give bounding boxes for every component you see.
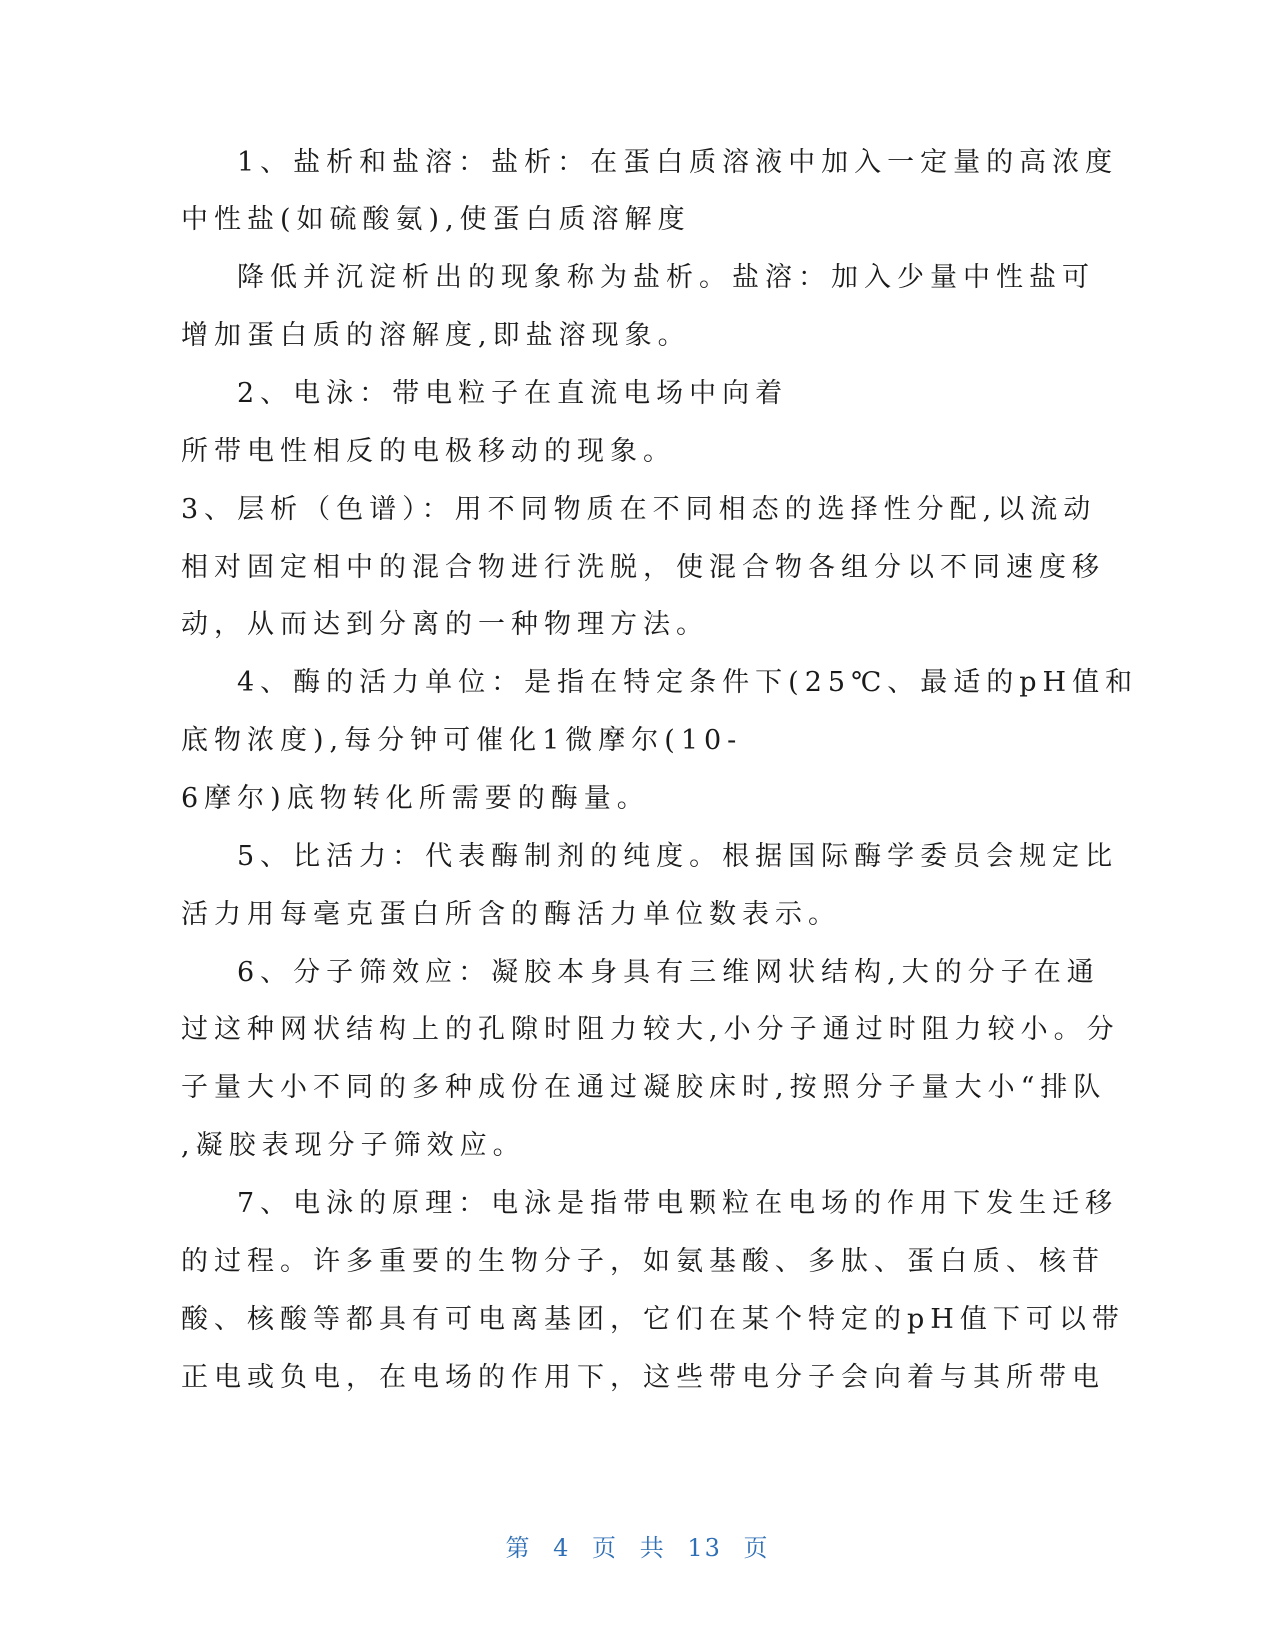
text-line: 正电或负电，在电场的作用下，这些带电分子会向着与其所带电: [181, 1362, 1105, 1393]
text-line: 6摩尔)底物转化所需要的酶量。: [181, 783, 650, 814]
text-line: 5、比活力：代表酶制剂的纯度。根据国际酶学委员会规定比: [237, 841, 1119, 872]
total-pages-number: 13: [687, 1534, 722, 1562]
page-footer: [0, 1528, 1275, 1563]
current-page-number: 4: [553, 1534, 571, 1562]
text-line: 2、电泳：带电粒子在直流电场中向着: [237, 378, 789, 409]
footer-text: 第: [505, 1534, 532, 1562]
text-line: 中性盐(如硫酸氨),使蛋白质溶解度: [181, 204, 691, 235]
text-line: 动，从而达到分离的一种物理方法。: [181, 609, 709, 640]
text-line: 3、层析（色谱）：用不同物质在不同相态的选择性分配,以流动: [181, 494, 1097, 525]
footer-text: 页: [743, 1534, 770, 1562]
text-line: 1、盐析和盐溶：盐析：在蛋白质溶液中加入一定量的高浓度: [237, 147, 1119, 178]
text-line: 所带电性相反的电极移动的现象。: [181, 436, 676, 467]
footer-text: 共: [639, 1534, 666, 1562]
text-line: 酸、核酸等都具有可电离基团，它们在某个特定的pH值下可以带: [181, 1304, 1125, 1335]
footer-text: 页: [592, 1534, 619, 1562]
text-line: 过这种网状结构上的孔隙时阻力较大,小分子通过时阻力较小。分: [181, 1014, 1120, 1045]
text-line: 降低并沉淀析出的现象称为盐析。盐溶：加入少量中性盐可: [237, 262, 1095, 293]
text-line: 7、电泳的原理：电泳是指带电颗粒在电场的作用下发生迁移: [237, 1188, 1119, 1219]
text-line: 6、分子筛效应：凝胶本身具有三维网状结构,大的分子在通: [237, 957, 1100, 988]
text-line: 的过程。许多重要的生物分子，如氨基酸、多肽、蛋白质、核苷: [181, 1246, 1105, 1277]
text-line: 增加蛋白质的溶解度,即盐溶现象。: [181, 320, 691, 351]
text-line: ,凝胶表现分子筛效应。: [181, 1130, 526, 1161]
text-line: 4、酶的活力单位：是指在特定条件下(25℃、最适的pH值和: [237, 667, 1139, 698]
text-line: 相对固定相中的混合物进行洗脱，使混合物各组分以不同速度移: [181, 552, 1105, 583]
text-line: 活力用每毫克蛋白所含的酶活力单位数表示。: [181, 899, 841, 930]
text-line: 子量大小不同的多种成份在通过凝胶床时,按照分子量大小“排队: [181, 1072, 1107, 1103]
text-line: 底物浓度),每分钟可催化1微摩尔(10-: [181, 725, 743, 756]
